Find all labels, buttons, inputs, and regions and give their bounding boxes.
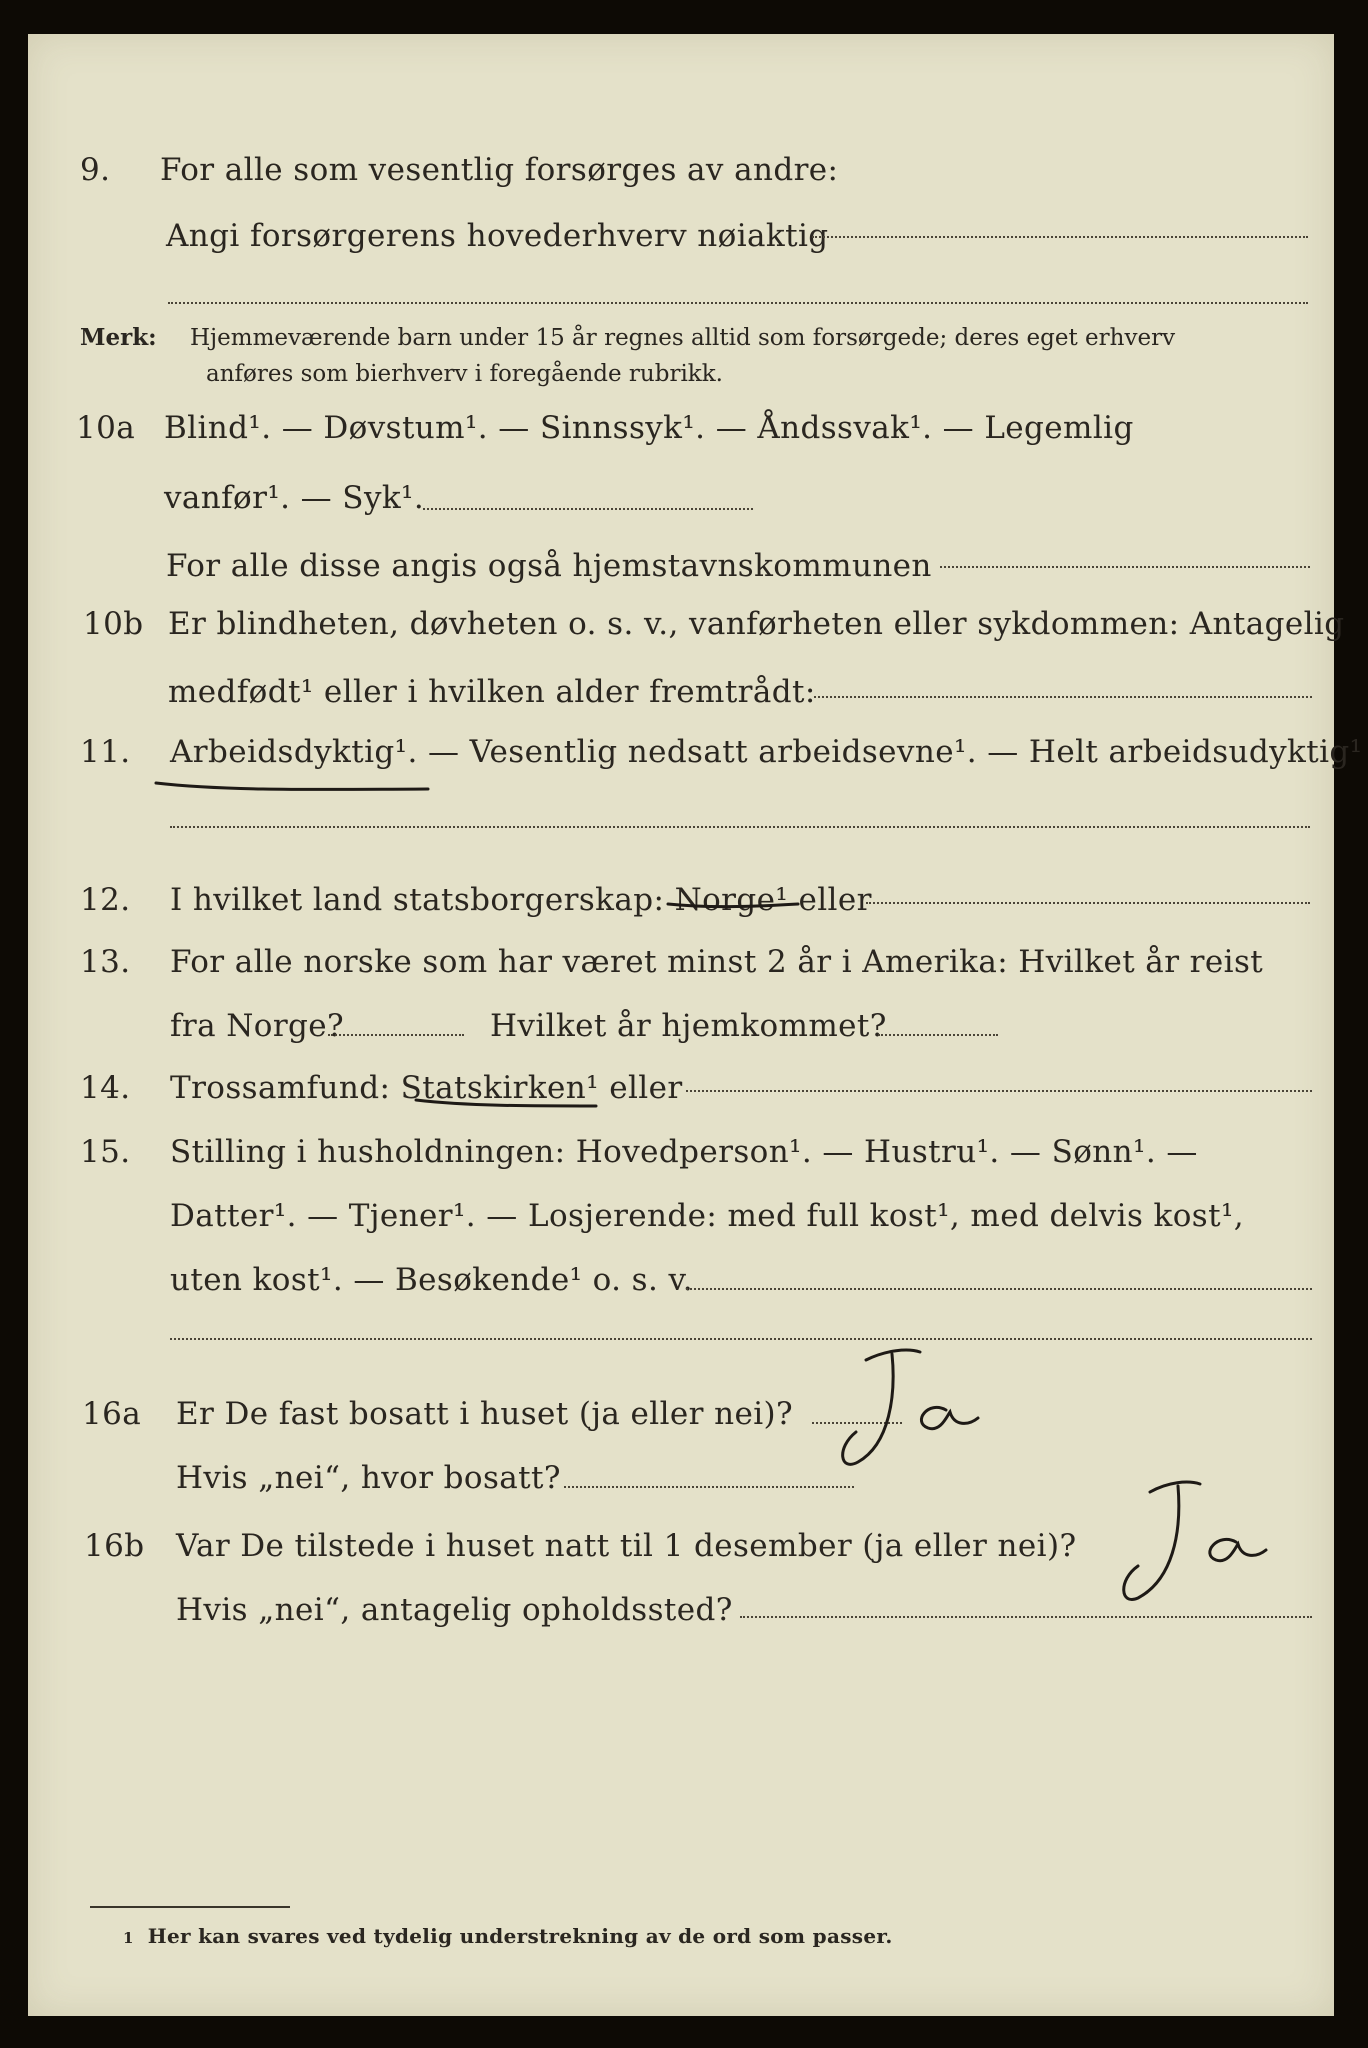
question-text: Hvis „nei“, antagelig opholdssted? [176, 1592, 733, 1628]
question-text: Arbeidsdyktig¹. — Vesentlig nedsatt arbeidsevne¹. — Helt arbeidsudyktig¹ [170, 734, 1363, 770]
question-text: Stilling i husholdningen: Hovedperson¹. — Hustru¹. — Sønn¹. — [170, 1134, 1198, 1170]
question-text: Trossamfund: Statskirken¹ eller [170, 1070, 683, 1106]
footnote-rule [90, 1906, 290, 1908]
question-text: Angi forsørgerens hovederhverv nøiaktig [166, 218, 829, 254]
question-text: fra Norge? [170, 1008, 345, 1044]
question-number: 10a [76, 410, 136, 446]
question-text: Var De tilstede i huset natt til 1 desember (ja eller nei)? [176, 1528, 1077, 1564]
footnote-mark: 1 [123, 1929, 134, 1947]
question-number: 9. [80, 152, 111, 188]
question-text: Hvilket år hjemkommet? [490, 1008, 887, 1044]
question-number: 10b [83, 606, 144, 642]
footnote-text: Her kan svares ved tydelig understrekning av de ord som passer. [147, 1924, 893, 1948]
note-label: Merk: [80, 324, 157, 351]
question-number: 14. [80, 1070, 131, 1106]
note-text: Hjemmeværende barn under 15 år regnes alltid som forsørgede; deres eget erhverv [189, 325, 1176, 351]
question-text: I hvilket land statsborgerskap: Norge¹ eller [170, 882, 872, 918]
question-text: medfødt¹ eller i hvilken alder fremtrådt: [168, 674, 816, 710]
question-16b-line-2 [28, 1586, 1334, 1634]
question-text: vanfør¹. — Syk¹. [164, 480, 425, 516]
question-number: 12. [80, 882, 131, 918]
question-text: uten kost¹. — Besøkende¹ o. s. v. [170, 1262, 693, 1298]
question-text: Er blindheten, døvheten o. s. v., vanførheten eller sykdommen: Antagelig [168, 606, 1345, 642]
question-number: 11. [80, 734, 131, 770]
question-text: For alle som vesentlig forsørges av andre: [160, 152, 839, 188]
question-text: Er De fast bosatt i huset (ja eller nei)? [176, 1396, 794, 1432]
question-text: For alle norske som har været minst 2 år i Amerika: Hvilket år reist [170, 944, 1264, 980]
question-text: Datter¹. — Tjener¹. — Losjerende: med full kost¹, med delvis kost¹, [170, 1198, 1245, 1234]
question-text: Blind¹. — Døvstum¹. — Sinnssyk¹. — Åndssvak¹. — Legemlig [164, 410, 1134, 446]
answer-line[interactable] [740, 1616, 1312, 1618]
note-line-2: anføres som bierhverv i foregående rubrikk. [206, 361, 723, 387]
handwritten-answer-16b [28, 34, 1334, 2016]
question-number: 13. [80, 944, 131, 980]
census-form-page [28, 34, 1363, 2016]
question-number: 16a [82, 1396, 142, 1432]
question-number: 16b [84, 1528, 145, 1564]
footnote [123, 1924, 893, 1948]
question-text: For alle disse angis også hjemstavnskommunen [166, 548, 932, 584]
question-text: Hvis „nei“, hvor bosatt? [176, 1460, 561, 1496]
question-number: 15. [80, 1134, 131, 1170]
